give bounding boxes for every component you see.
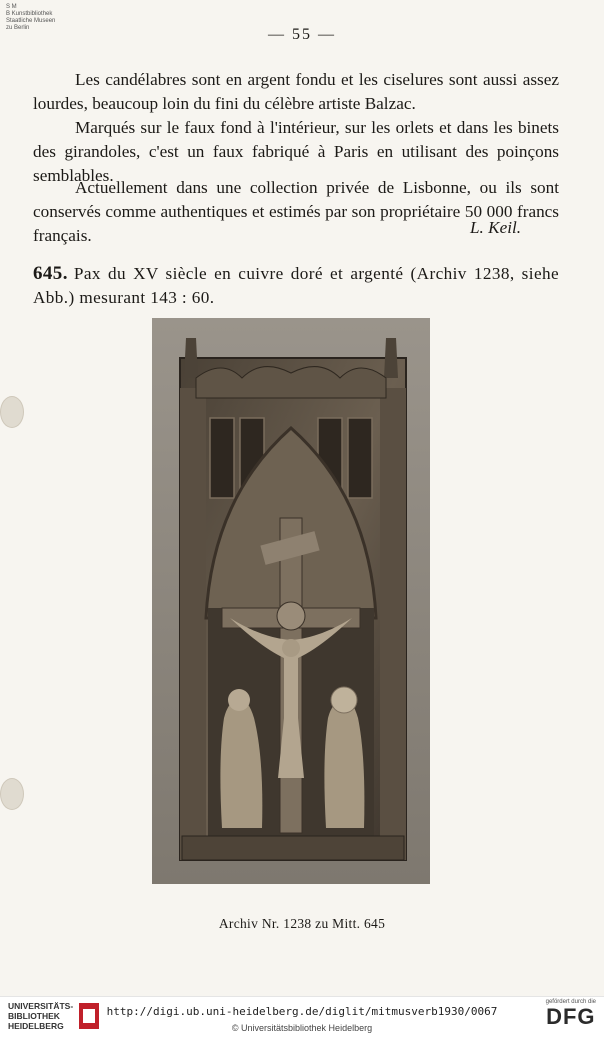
stamp-line: Staatliche Museen [6,18,56,24]
binding-hole [0,778,24,810]
stamp-line: zu Berlin [6,25,30,31]
source-url-link[interactable]: http://digi.ub.uni-heidelberg.de/diglit/mitmusverb1930/0067 [106,1005,498,1018]
page-number: — 55 — [268,26,336,43]
logo-line: HEIDELBERG [8,1021,64,1031]
dfg-caption: gefördert durch die [545,999,596,1005]
entry-645 [33,262,559,310]
entry-number: 645. [33,263,68,284]
dfg-wordmark: DFG [546,1004,596,1029]
binding-hole [0,396,24,428]
paragraph-candelabres: Les candélabres sont en argent fondu et les ciselures sont aussi assez lourdes, beaucoup loin du fini du célèbre artiste Balzac. [33,70,559,113]
stamp-line: B Kunstbibliothek [6,11,53,17]
paragraph-marques: Marqués sur le faux fond à l'intérieur, sur les orlets et dans les binets des girandoles, c'est un faux fabriqué à Paris en utilisant des poinçons semblables. [33,118,559,185]
footer-bar [0,996,604,1041]
author-signature: L. Keil. [470,218,522,237]
entry-text: Pax du XV siècle en cuivre doré et argenté (Archiv 1238, siehe Abb.) mesurant 143 : 60. [33,264,559,307]
pax-illustration [152,318,430,884]
pax-photograph [152,318,430,884]
logo-line: UNIVERSITÄTS- [8,1001,74,1011]
paragraph-collection: Actuellement dans une collection privée de Lisbonne, ou ils sont conservés comme authentiques et estimés par son propriétaire 50 000 francs français. [33,178,559,245]
copyright-text: © Universitätsbibliothek Heidelberg [231,1023,373,1033]
dfg-logo[interactable] [546,999,596,1029]
logo-line: BIBLIOTHEK [8,1011,60,1021]
figure-caption: Archiv Nr. 1238 zu Mitt. 645 [218,916,386,931]
stamp-line: S M [6,4,17,10]
